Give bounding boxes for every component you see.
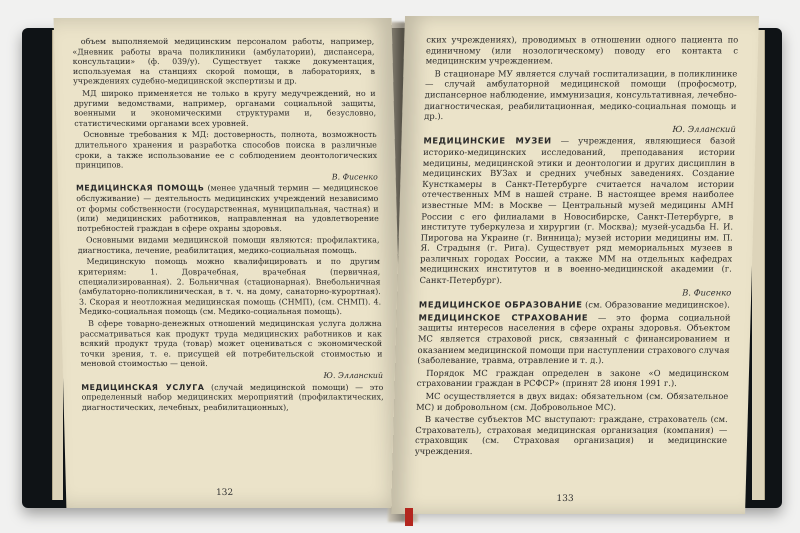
dictionary-entry <box>419 138 735 287</box>
entry-definition: (случай медицинской помощи) — это определенный набор медицинских мероприятий (профилактических, диагностических, лечебных, реабилитационных), <box>81 383 384 413</box>
page-number: 133 <box>556 494 574 504</box>
entry-term: МЕДИЦИНСКАЯ ПОМОЩЬ <box>75 184 205 194</box>
paragraph: Порядок МС граждан определен в законе «О медицинском страховании граждан в РСФСР» (принят 28 июня 1991 г.). <box>416 369 730 390</box>
right-page <box>391 16 759 514</box>
author-signature: В. Фисенко <box>331 173 378 182</box>
ribbon-bookmark <box>405 508 413 526</box>
paragraph: объем выполняемой медицинским персоналом работы, например, «Дневник работы врача поликлиники (амбулатории), диспансера, консультации» (ф. 039/у). Существует также документация, используемая на станциях скорой помощи, в лабораториях, в учреждениях судебно-медицинской экспертизы и др. <box>72 38 376 87</box>
entry-term: МЕДИЦИНСКОЕ СТРАХОВАНИЕ <box>418 313 589 324</box>
entry-definition: — учреждения, являющиеся базой историко-медицинских исследований, преподавания истории медицины, медицинской этики и деонтологии и других дисциплин в медицинских ВУЗах и средних учебных заведениях. Создание Кунсткамеры в Санкт-Петербурге считается началом истории отечественных ММ в нашей стране. В настоящее время наиболее известные ММ: в Москве — Центральный музей медицины АМН России с его филиалами в Новосибирске, Санкт-Петербурге, в институте туберкулеза и хирургии (г. Москва); музей-усадьба Н. И. Пирогова на Украине (г. Винница); музей истории медицины им. П. Я. Страдыня (г. Рига). Существует ряд мемориальных музеев в различных городах России, а также ММ на отдельных кафедрах медицинских институтов и в военно-медицинской академии (г. Санкт-Петербург). <box>419 137 736 286</box>
dictionary-entry <box>76 185 379 235</box>
paragraph: Основные требования к МД: достоверность, полнота, возможность длительного хранения и разработка способов поиска в различные сроки, а также использование ее с соблюдением деонтологических принципов. <box>74 131 378 171</box>
dictionary-entry <box>81 384 384 414</box>
entry-term: МЕДИЦИНСКОЕ ОБРАЗОВАНИЕ <box>418 301 583 311</box>
paragraph: Медицинскую помощь можно квалифицировать и по другим критериям: 1. Доврачебная, врачебная (первичная, специализированная). 2. Больничная (стационарная). Внебольничная (амбулаторно-поликлиническая, в т. ч. на дому, санаторно-курортная). 3. Скорая и неотложная медицинская помощь (СНМП), (см. СНМП). 4. Медико-социальная помощь (см. Медико-социальная помощь). <box>78 258 382 318</box>
dictionary-entry <box>417 314 730 367</box>
paragraph: МС осуществляется в двух видах: обязательном (см. Обязательное МС) и добровольном (см. Добровольное МС). <box>415 392 729 413</box>
dictionary-entry <box>419 301 731 312</box>
entry-definition: (менее удачный термин — медицинское обслуживание) — деятельность медицинских учреждений независимо от формы собственности (государственная, муниципальная, частная) и (или) медицинских работников, направленная на удовлетворение потребностей граждан в сфере охраны здоровья. <box>76 184 379 234</box>
paragraph: В стационаре МУ является случай госпитализации, в поликлинике — случай амбулаторной медицинской помощи (профосмотр, диспансерное наблюдение, иммунизация, консультативная, лечебно-диагностическая, реабилитационная, медико-социальная помощь и др.). <box>424 69 738 122</box>
paragraph: Основными видами медицинской помощи являются: профилактика, диагностика, лечение, реабилитация, медико-социальная помощь. <box>77 236 380 256</box>
right-page-text <box>414 36 739 457</box>
entry-term: МЕДИЦИНСКИЕ МУЗЕИ <box>423 137 552 147</box>
paragraph: ских учреждениях), проводимых в отношении одного пациента по единичному (или нозологическому) поводу его контакта с медицинским учреждением. <box>425 36 739 67</box>
left-page-text <box>72 38 384 423</box>
paragraph: В качестве субъектов МС выступают: граждане, страхователь (см. Страхователь), страховая медицинская организация (компания) — страховщик (см. Страховая организация) и медицинские учреждения. <box>414 415 728 457</box>
entry-definition: — это форма социальной защиты интересов населения в сфере охраны здоровья. Объектом МС является страховой риск, связанный с финансированием и оказанием медицинской помощи при наступлении страхового случая (заболевание, травма, отравление и т. д.). <box>417 313 731 366</box>
entry-term: МЕДИЦИНСКАЯ УСЛУГА <box>81 383 205 393</box>
author-signature: Ю. Элланский <box>672 125 736 135</box>
left-page <box>54 18 405 508</box>
entry-definition: (см. Образование медицинское). <box>584 301 730 311</box>
paragraph: В сфере товарно-денежных отношений медицинская услуга должна рассматриваться как продукт труда медицинских работников и как всякий продукт труда (товар) может оцениваться с экономической точки зрения, т. е. присущей ей потребительской стоимостью и меновой стоимостью — ценой. <box>79 320 383 369</box>
paragraph: МД широко применяется не только в кругу медучреждений, но и другими ведомствами, например, органами социальной защиты, военными и экономическими структурами и, безусловно, статистическими органами всех уровней. <box>73 89 377 129</box>
author-signature: В. Фисенко <box>682 288 732 299</box>
page-number: 132 <box>215 488 234 498</box>
author-signature: Ю. Элланский <box>323 371 384 381</box>
